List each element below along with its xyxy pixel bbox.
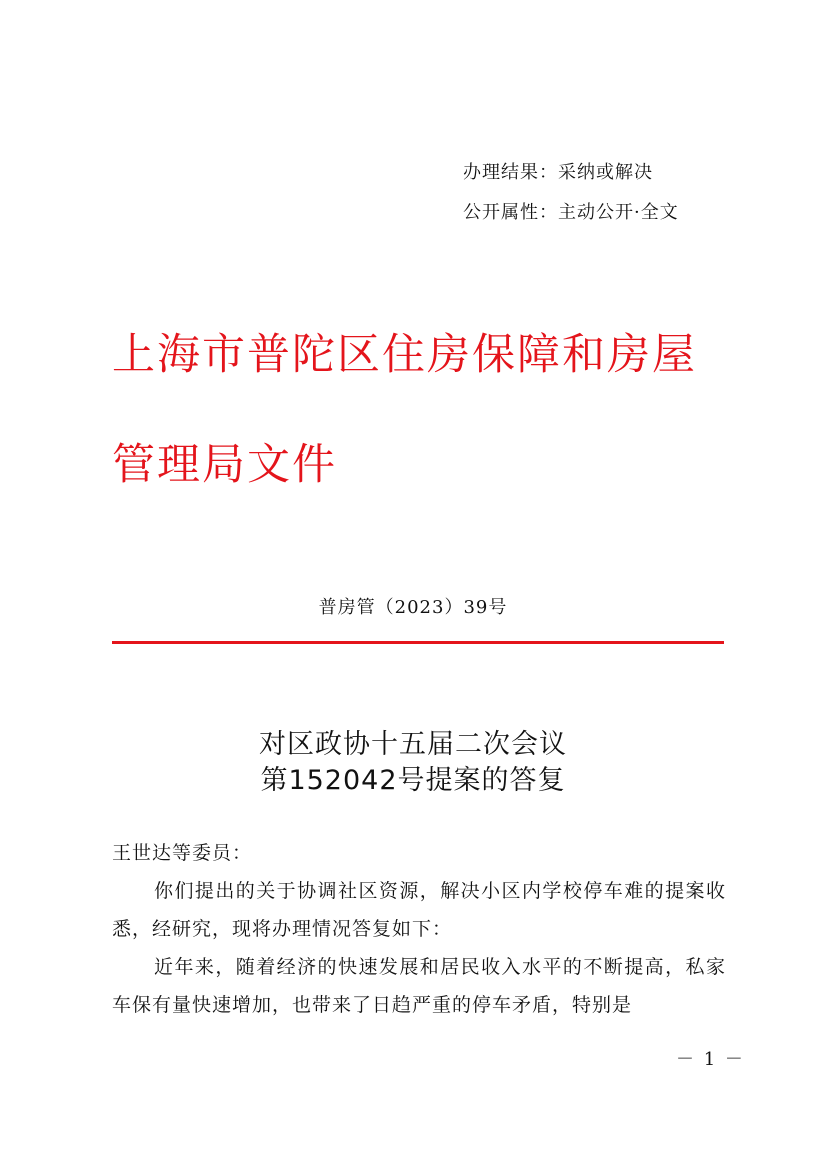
handling-result-label: 办理结果： [463,162,558,183]
red-divider-line [112,641,724,644]
body-paragraph: 近年来，随着经济的快速发展和居民收入水平的不断提高，私家车保有量快速增加，也带来了日趋严重的停车矛盾，特别是 [112,956,726,1016]
handling-result-value: 采纳或解决 [558,162,653,183]
disclosure-attribute [463,198,679,224]
disclosure-attribute-value: 主动公开·全文 [558,202,679,223]
body-paragraph: 你们提出的关于协调社区资源，解决小区内学校停车难的提案收悉，经研究，现将办理情况答复如下： [112,880,726,940]
salutation: 王世达等委员： [112,842,253,864]
reply-title-line-1: 对区政协十五届二次会议 [259,729,567,760]
handling-result [463,158,653,184]
reply-title-line-2: 第152042号提案的答复 [260,765,566,796]
disclosure-attribute-label: 公开属性： [463,202,558,223]
document-number: 普房管（2023）39号 [318,597,508,618]
page-number: － 1 － [676,1049,745,1070]
agency-document-title: 上海市普陀区住房保障和房屋管理局文件 [112,330,697,490]
